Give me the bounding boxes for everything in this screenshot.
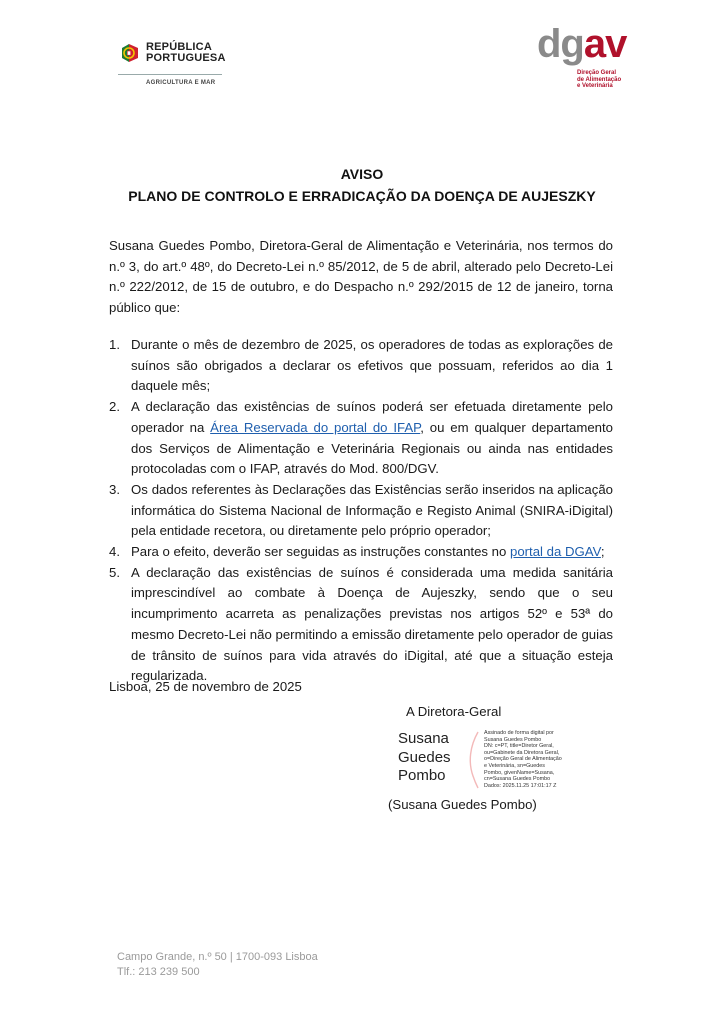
footer-address: Campo Grande, n.º 50 | 1700-093 Lisboa [117, 951, 318, 963]
portuguese-republic-emblem-icon [118, 42, 142, 66]
signature-detail-line: DN: c=PT, title=Diretor Geral, [484, 743, 554, 750]
dgav-logo [537, 22, 627, 89]
dgav-wordmark-av: av [583, 22, 627, 66]
signature-detail-line: cn=Susana Guedes Pombo [484, 776, 551, 783]
intro-paragraph: Susana Guedes Pombo, Diretora-Geral de Alimentação e Veterinária, nos termos do n.º 3, do art.º 48º, do Decreto-Lei n.º 85/2012, de 5 de abril, alterado pelo Decreto-Lei n.º 222/2012, de 15 de outubro, e do Despacho n.º 292/2015 de 12 de janeiro, torna público que: [109, 238, 613, 316]
signature-detail-line: Assinado de forma digital por [484, 730, 554, 736]
signature-caption: (Susana Guedes Pombo) [388, 797, 537, 812]
signature-name-line: Susana [398, 730, 449, 747]
list-item-text: Para o efeito, deverão ser seguidas as instruções constantes no [131, 544, 510, 560]
rp-logo-line2: PORTUGUESA [146, 52, 226, 64]
signature-detail-line: Susana Guedes Pombo [484, 736, 542, 743]
document-title: AVISO [340, 166, 384, 182]
signature-details [484, 730, 610, 789]
list-item-number: 5. [109, 564, 120, 580]
dgav-subtitle-line3: e Veterinária [577, 83, 613, 89]
list-item [109, 563, 613, 687]
rp-logo-line1: REPÚBLICA [146, 41, 212, 53]
list-item-text: Os dados referentes às Declarações das Existências serão inseridos na aplicação informática do Sistema Nacional de Informação e Registo Animal (SNIRA-iDigital) pela entidade recetora, ou diretamente pelo próprio operador; [131, 481, 613, 539]
dgav-wordmark-dg: dg [537, 22, 584, 66]
list-item [109, 335, 613, 397]
signature-detail-line: o=Direção Geral de Alimentação [484, 756, 562, 763]
list-item-text: A declaração das existências de suínos é considerada uma medida sanitária imprescindível ao combate à Doença de Aujeszky, sendo que o seu incumprimento acarreta as penalizações previstas nos artigos 52º e 53ª do mesmo Decreto-Lei não permitindo a emissão diretamente pelo operador de guias de trânsito de suínos para vida através do iDigital, até que a situação esteja regularizada. [131, 564, 613, 684]
signature-detail-line: Pombo, givenName=Susana, [484, 769, 555, 776]
list-item [109, 542, 613, 563]
dgav-subtitle-line2: de Alimentação [577, 76, 622, 83]
list-item-text-cont: ; [600, 544, 605, 560]
dgav-subtitle [577, 70, 621, 90]
republica-portuguesa-logo [118, 40, 258, 96]
dgav-subtitle-line1: Direção Geral [577, 70, 617, 76]
list-item-text: Durante o mês de dezembro de 2025, os operadores de todas as explorações de suínos são obrigados a declarar os efetivos que possuam, referidos ao dia 1 daquele mês; [131, 337, 613, 394]
rp-logo-subtitle: AGRICULTURA E MAR [146, 80, 216, 86]
list-item [109, 397, 613, 480]
list-item-number: 4. [109, 544, 120, 560]
signature-detail-line: Dados: 2025.11.25 17:01:17 Z [484, 782, 557, 789]
list-item-text: A declaração das existências de suínos poderá ser efetuada diretamente pelo operador na [131, 399, 613, 435]
dgav-portal-link[interactable]: portal da DGAV [510, 544, 601, 560]
footer-phone: Tlf.: 213 239 500 [117, 966, 200, 978]
dgav-wordmark [537, 22, 626, 66]
signature-stroke-icon [464, 730, 484, 790]
notice-items-list [109, 335, 613, 687]
list-item-number: 3. [109, 481, 120, 497]
rp-logo-text [146, 42, 226, 64]
signature-detail-line: ou=Gabinete da Diretora Geral, [484, 749, 560, 756]
place-and-date: Lisboa, 25 de novembro de 2025 [109, 679, 302, 694]
document-subtitle: PLANO DE CONTROLO E ERRADICAÇÃO DA DOENÇA DE AUJESZKY [128, 188, 596, 204]
signatory-role: A Diretora-Geral [406, 704, 502, 719]
signature-name-line: Pombo [398, 767, 446, 784]
digital-signature-block [398, 730, 613, 790]
signature-name-line: Guedes [398, 748, 451, 766]
signature-name [398, 730, 451, 786]
ifap-reserved-area-link[interactable]: Área Reservada do portal do IFAP [210, 419, 421, 435]
list-item-number: 2. [109, 399, 120, 415]
list-item [109, 480, 613, 542]
signature-detail-line: e Veterinária, sn=Guedes [484, 762, 545, 769]
rp-logo-divider [118, 74, 222, 75]
list-item-number: 1. [109, 337, 120, 352]
list-item-text-cont: , ou em qualquer departamento dos Serviços de Alimentação e Veterinária Regionais ou ainda nas entidades protocoladas com o IFAP, através do Mod. 800/DGV. [131, 419, 614, 477]
